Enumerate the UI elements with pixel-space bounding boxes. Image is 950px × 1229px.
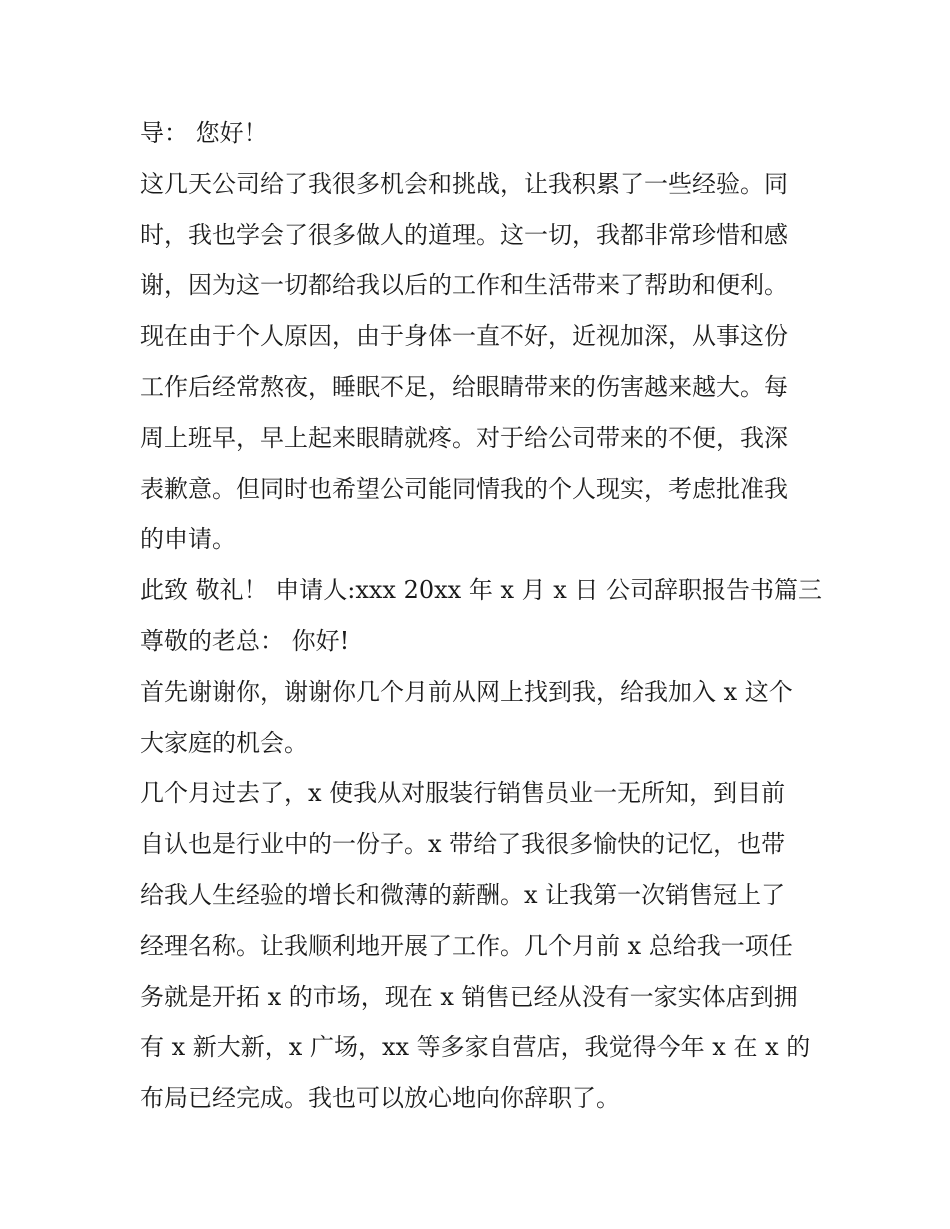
letter-body (140, 108, 823, 1124)
text-line: 现在由于个人原因，由于身体一直不好，近视加深，从事这份 (140, 322, 788, 351)
text-line: 此致 敬礼！ 申请人:xxx 20xx 年 x 月 x 日 公司辞职报告书篇三 (140, 576, 823, 605)
text-line: 表歉意。但同时也希望公司能同情我的个人现实，考虑批准我 (140, 474, 788, 503)
text-line: 大家庭的机会。 (140, 728, 308, 757)
text-line: 经理名称。让我顺利地开展了工作。几个月前 x 总给我一项任 (140, 931, 793, 960)
text-line: 首先谢谢你，谢谢你几个月前从网上找到我，给我加入 x 这个 (140, 677, 793, 706)
text-line: 几个月过去了，x 使我从对服装行销售员业一无所知，到目前 (140, 779, 786, 808)
text-line: 布局已经完成。我也可以放心地向你辞职了。 (140, 1084, 620, 1113)
text-line: 尊敬的老总： 你好! (140, 626, 350, 655)
text-line: 给我人生经验的增长和微薄的薪酬。x 让我第一次销售冠上了 (140, 880, 786, 909)
text-line: 的申请。 (140, 525, 236, 554)
text-line: 周上班早，早上起来眼睛就疼。对于给公司带来的不便，我深 (140, 423, 788, 452)
text-line: 谢，因为这一切都给我以后的工作和生活带来了帮助和便利。 (140, 271, 788, 300)
text-line: 务就是开拓 x 的市场，现在 x 销售已经从没有一家实体店到拥 (140, 982, 798, 1011)
text-line: 导： 您好！ (140, 119, 268, 147)
text-line: 有 x 新大新，x 广场，xx 等多家自营店，我觉得今年 x 在 x 的 (140, 1033, 811, 1062)
text-line: 时，我也学会了很多做人的道理。这一切，我都非常珍惜和感 (140, 220, 788, 249)
text-line: 这几天公司给了我很多机会和挑战，让我积累了一些经验。同 (140, 169, 788, 198)
text-line: 工作后经常熬夜，睡眠不足，给眼睛带来的伤害越来越大。每 (140, 372, 788, 401)
text-line: 自认也是行业中的一份子。x 带给了我很多愉快的记忆，也带 (140, 830, 786, 859)
